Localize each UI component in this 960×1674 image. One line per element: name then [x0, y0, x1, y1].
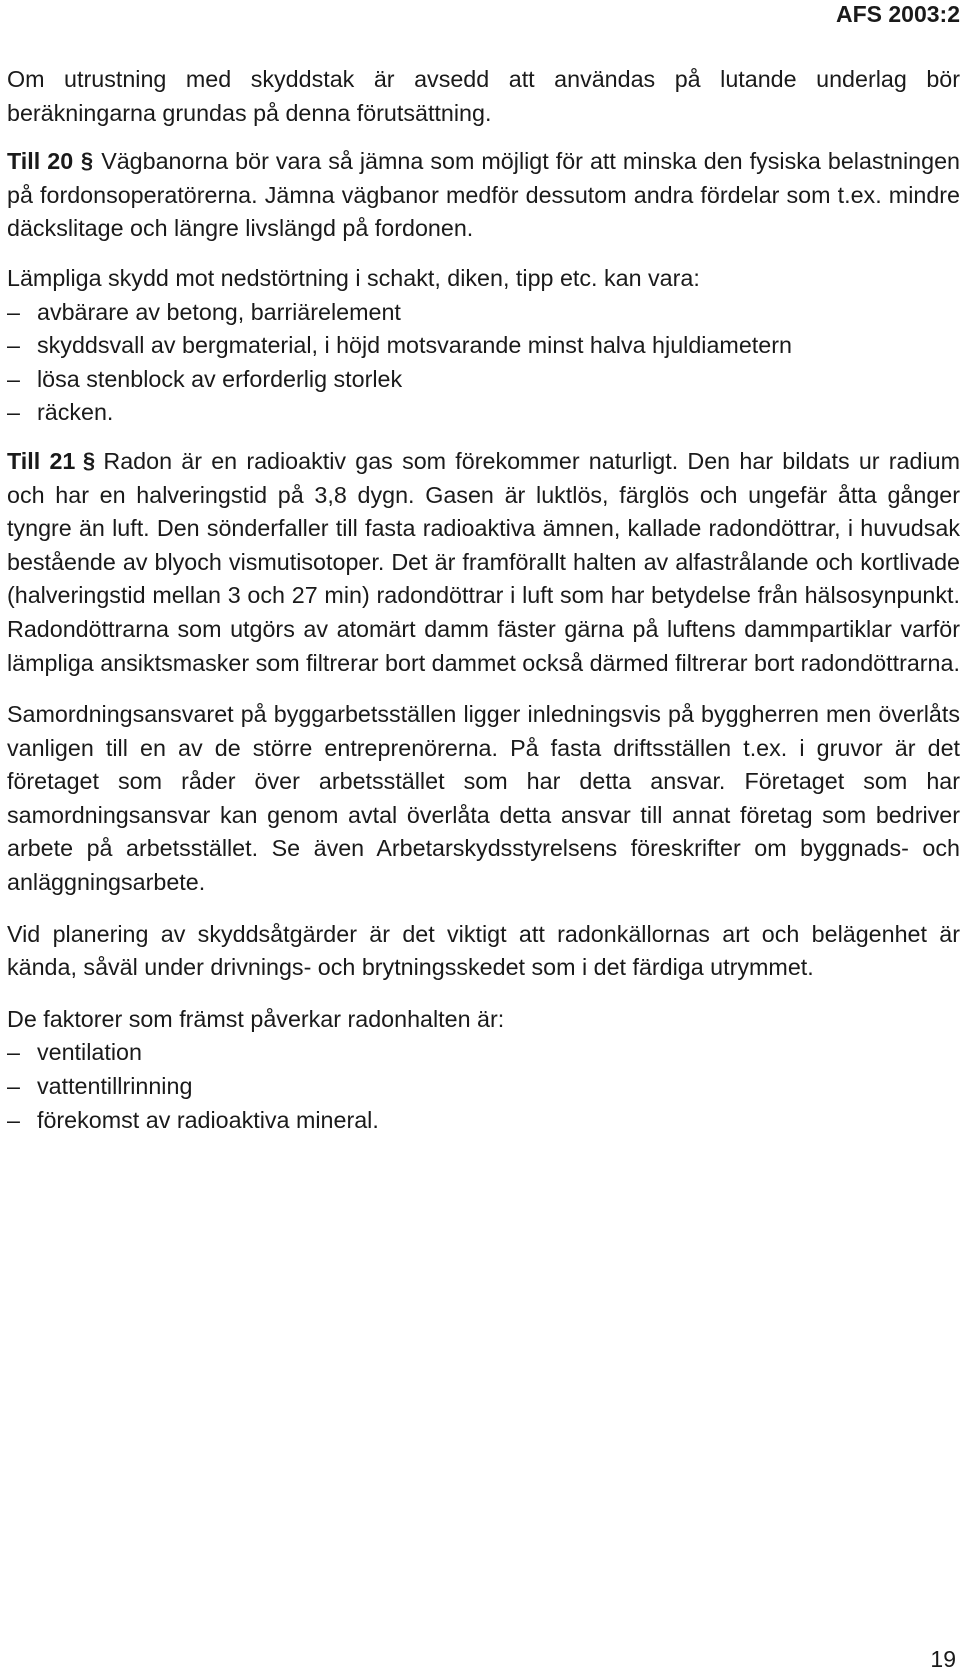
dash-bullet: –	[7, 399, 20, 426]
svg-text:§: §	[83, 449, 96, 472]
list-item: – avbärare av betong, barriärelement	[7, 296, 960, 330]
list-item: – vattentillrinning	[7, 1070, 960, 1104]
list-item: – ventilation	[7, 1036, 960, 1070]
paragraph-samordningsansvar: Samordningsansvaret på byggarbetsställen ligger inledningsvis på byggherren men överlåts vanligen till en av de större entreprenörerna. På fasta driftsställen t.ex. i gruvor är det företaget som råder över arbetsstället som har detta ansvar. Företaget som har samordningsansvar kan genom avtal överlåta detta ansvar till annat företag som bedriver arbete på arbetsstället. Se även Arbetarskydsstyrelsens föreskrifter om byggnads- och anläggningsarbete.	[7, 701, 960, 896]
list-item: – räcken.	[7, 396, 960, 430]
list-item: – lösa stenblock av erforderlig storlek	[7, 363, 960, 397]
faktorer-list	[7, 1036, 960, 1137]
section-sign-icon	[81, 450, 97, 472]
dash-bullet: –	[7, 365, 20, 392]
dash-bullet: –	[7, 298, 20, 325]
page-number: 19	[930, 1646, 956, 1672]
document-code: AFS 2003:2	[835, 1, 960, 27]
section-till-20	[7, 145, 960, 246]
dash-bullet: –	[7, 1073, 20, 1100]
paragraph-skydd-intro: Lämpliga skydd mot nedstörtning i schakt, diken, tipp etc. kan vara:	[7, 264, 700, 291]
section-sign-icon	[79, 150, 95, 172]
section-text: Radon är en radioaktiv gas som förekommer naturligt. Den har bildats ur radium och har en halveringstid på 3,8 dygn. Gasen är luktlös, färglös och ungefär åtta gånger tyngre än luft. Den sönderfaller till fasta radioaktiva ämnen, kallade radondöttrar, i huvudsak bestående av blyoch vismutisotoper. Det är framförallt halten av alfastrålande och kortlivade (halveringstid mellan 3 och 27 min) radondöttrar i luft som har betydelse från hälsosynpunkt. Radondöttrarna som utgörs av atomärt damm fäster gärna på luftens dammpartiklar varför lämpliga ansiktsmasker som filtrerar bort dammet också därmed filtrerar bort radondöttrarna.	[7, 447, 960, 676]
paragraph-faktorer-intro: De faktorer som främst påverkar radonhalten är:	[7, 1005, 505, 1032]
list-item: – förekomst av radioaktiva mineral.	[7, 1104, 960, 1138]
dash-bullet: –	[7, 332, 20, 359]
section-text: Vägbanorna bör vara så jämna som möjligt för att minska den fysiska belastningen på fordonsoperatörerna. Jämna vägbanor medför dessutom andra fördelar som t.ex. mindre däckslitage och längre livslängd på fordonen.	[7, 148, 960, 242]
page-content	[7, 63, 960, 1137]
section-till-21	[7, 445, 960, 680]
list-item: – skyddsvall av bergmaterial, i höjd motsvarande minst halva hjuldiametern	[7, 329, 960, 363]
svg-text:§: §	[81, 150, 94, 173]
paragraph-planering: Vid planering av skyddsåtgärder är det viktigt att radonkällornas art och belägenhet är kända, såväl under drivnings- och brytningsskedet som i det färdiga utrymmet.	[7, 920, 960, 981]
skydd-list	[7, 296, 960, 430]
section-label: Till 21	[7, 447, 76, 474]
paragraph-skyddstak: Om utrustning med skyddstak är avsedd att användas på lutande underlag bör beräkningarna grundas på denna förutsättning.	[7, 66, 960, 126]
section-label: Till 20	[7, 148, 74, 175]
dash-bullet: –	[7, 1106, 20, 1133]
dash-bullet: –	[7, 1039, 20, 1066]
